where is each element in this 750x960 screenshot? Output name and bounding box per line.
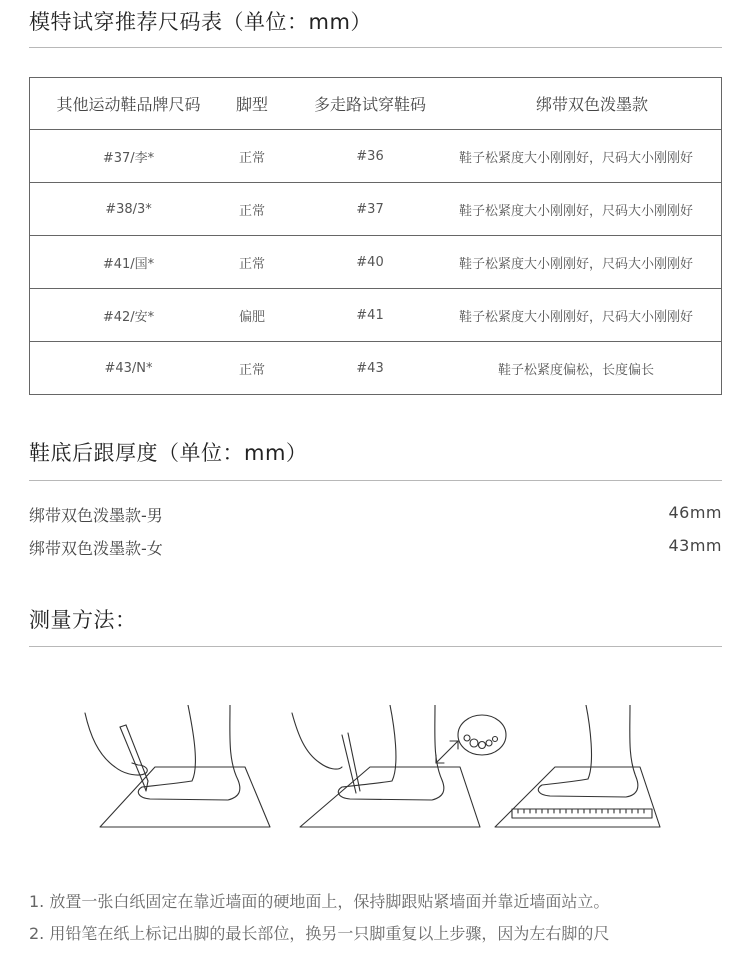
table-cell: #38/3* [105, 201, 152, 217]
table-cell: #40 [356, 254, 384, 270]
heel-item-value: 43mm [668, 536, 722, 555]
hand-outline [85, 713, 147, 775]
table-cell: 鞋子松紧度偏松，长度偏长 [497, 362, 654, 378]
step-1-text: 1. 放置一张白纸固定在靠近墙面的硬地面上，保持脚跟贴紧墙面并靠近墙面站立。 [29, 892, 610, 911]
table-cell: 偏肥 [238, 309, 265, 325]
list-item [29, 536, 722, 562]
table-cell: #42/安* [102, 309, 155, 325]
divider [29, 646, 722, 647]
measure-method-title: 测量方法： [29, 608, 137, 632]
table-row [30, 236, 721, 289]
header-cell: 绑带双色泼墨款 [535, 95, 648, 114]
table-cell: #41/国* [102, 256, 155, 272]
ruler [512, 809, 652, 818]
table-cell: 正常 [238, 150, 265, 166]
table-row [30, 289, 721, 342]
table-cell: 鞋子松紧度大小刚刚好，尺码大小刚刚好 [458, 150, 693, 166]
table-cell: 鞋子松紧度大小刚刚好，尺码大小刚刚好 [458, 256, 693, 272]
size-table-title: 模特试穿推荐尺码表（单位：mm） [29, 10, 372, 34]
table-cell: 鞋子松紧度大小刚刚好，尺码大小刚刚好 [458, 203, 693, 219]
trace-foot-illustration [85, 705, 270, 827]
table-cell: 正常 [238, 256, 265, 272]
table-row [30, 342, 721, 394]
table-cell: #43 [356, 360, 384, 376]
table-cell: #43/N* [104, 360, 153, 376]
pencil [120, 727, 144, 785]
foot-leg [138, 705, 240, 800]
mark-longest-illustration [292, 705, 506, 827]
table-row [30, 130, 721, 183]
measure-ruler-illustration [495, 705, 660, 827]
measure-steps [29, 886, 722, 950]
table-cell: #41 [356, 307, 384, 323]
measurement-illustrations [80, 705, 680, 835]
header-cell: 其他运动鞋品牌尺码 [56, 95, 201, 114]
table-cell: #37/李* [102, 150, 155, 166]
table-header-row [30, 78, 721, 130]
heel-item-value: 46mm [668, 503, 722, 522]
table-cell: #36 [356, 148, 384, 164]
heel-item-name: 绑带双色泼墨款-男 [29, 506, 163, 525]
table-cell: 鞋子松紧度大小刚刚好，尺码大小刚刚好 [458, 309, 693, 325]
heel-item-name: 绑带双色泼墨款-女 [29, 539, 163, 558]
table-row [30, 183, 721, 236]
header-cell: 多走路试穿鞋码 [313, 95, 426, 114]
hand-outline [292, 713, 342, 769]
callout-arrow [436, 741, 458, 763]
header-cell: 脚型 [235, 95, 268, 114]
paper-sheet [100, 767, 270, 827]
step-2-text: 2. 用铅笔在纸上标记出脚的最长部位，换另一只脚重复以上步骤，因为左右脚的尺 [29, 924, 610, 943]
paper-sheet [300, 767, 480, 827]
table-cell: 正常 [238, 203, 265, 219]
divider [29, 480, 722, 481]
size-table [29, 77, 722, 395]
heel-thickness-title: 鞋底后跟厚度（单位：mm） [29, 441, 308, 465]
table-cell: 正常 [238, 362, 265, 378]
foot-leg [538, 705, 638, 797]
table-cell: #37 [356, 201, 384, 217]
divider [29, 47, 722, 48]
list-item [29, 503, 722, 529]
